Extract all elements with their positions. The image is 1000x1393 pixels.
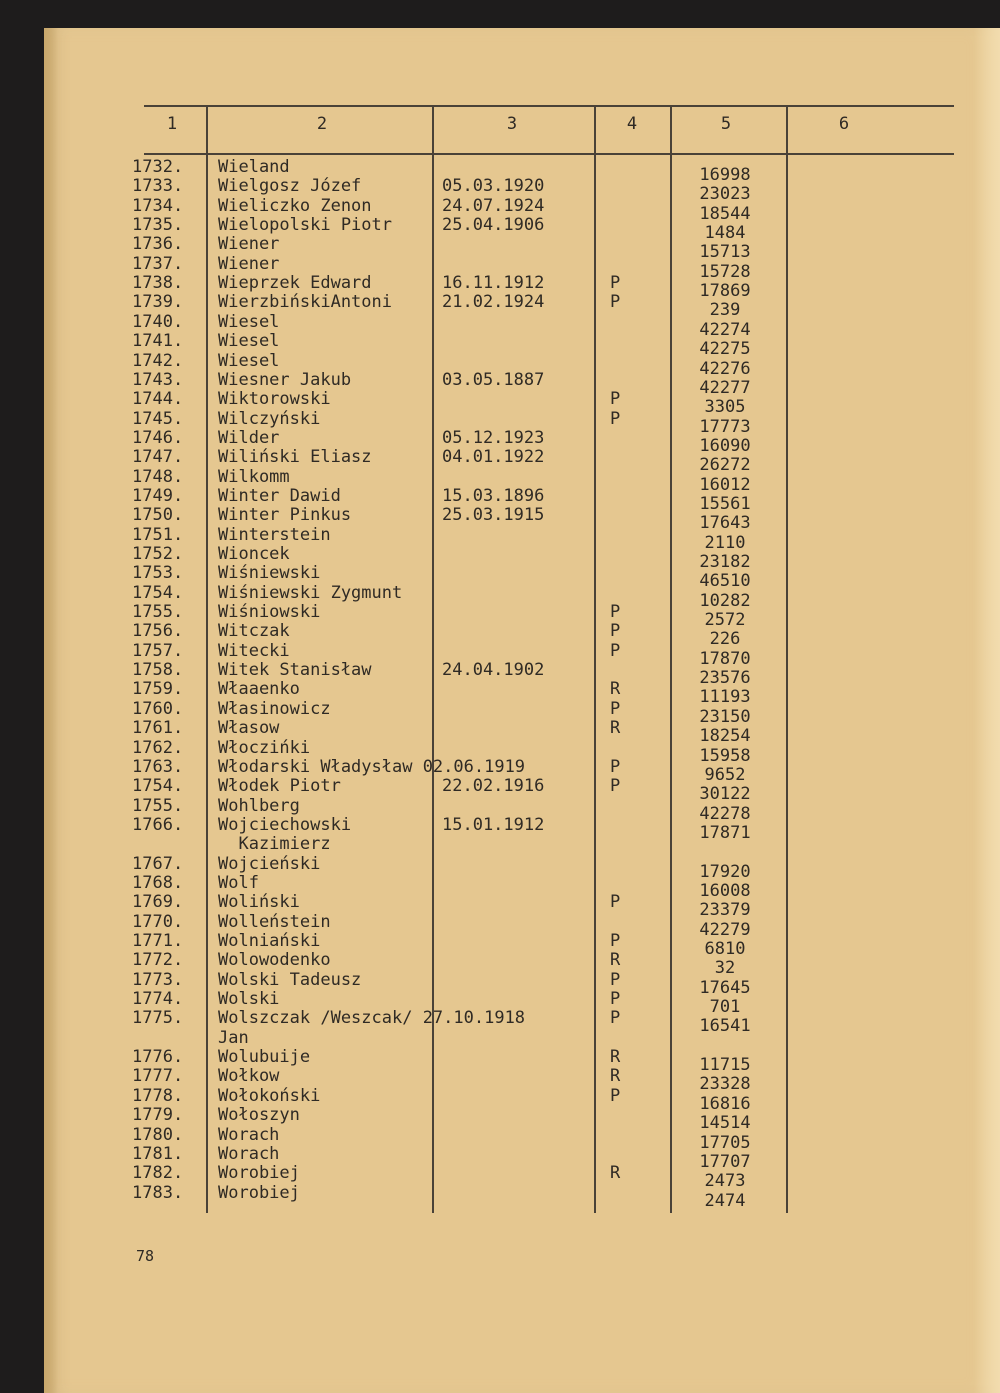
row-code: 2474 <box>704 1190 746 1211</box>
row-name: Włodarski Władysław 02.06.1919 <box>218 756 526 777</box>
row-name: Własow <box>218 718 280 739</box>
row-name: Wolski Tadeusz <box>218 969 362 990</box>
row-number: 1737. <box>132 253 184 274</box>
page-number: 78 <box>136 1247 155 1265</box>
row-name: Worach <box>218 1124 280 1145</box>
row-number: 1752. <box>132 544 184 564</box>
column-divider-4 <box>670 106 672 1213</box>
row-mark: P <box>610 892 621 913</box>
row-name: Wolski <box>218 989 280 1010</box>
page-edge <box>974 28 1000 1393</box>
row-name: Wohlberg <box>218 795 300 816</box>
row-number: 1759. <box>132 679 184 700</box>
row-number: 1743. <box>132 369 184 390</box>
row-code: 23023 <box>699 184 751 205</box>
row-name: Wolf <box>218 872 259 893</box>
row-name: Wieland <box>218 157 290 177</box>
row-number: 1773. <box>132 969 184 990</box>
row-date: 05.12.1923 <box>442 427 545 448</box>
row-code: 23379 <box>699 900 751 921</box>
row-code: 23576 <box>699 668 751 689</box>
row-mark: P <box>610 408 621 429</box>
column-header-1: 1 <box>166 114 178 134</box>
row-number: 1775. <box>132 1008 184 1029</box>
row-date: 03.05.1887 <box>442 369 545 390</box>
row-date: 24.04.1902 <box>442 660 545 681</box>
row-mark: P <box>610 273 621 294</box>
row-mark: P <box>610 756 621 777</box>
row-date: 04.01.1922 <box>442 447 545 468</box>
column-header-3: 3 <box>506 114 518 134</box>
row-number: 1749. <box>132 485 184 506</box>
row-mark: R <box>610 718 621 739</box>
row-name: Wieprzek Edward <box>218 273 372 294</box>
row-mark: P <box>610 621 621 642</box>
row-number: 1742. <box>132 350 184 371</box>
row-name: WierzbińskiAntoni <box>218 292 392 313</box>
row-code: 17705 <box>699 1132 751 1153</box>
row-name: Wioncek <box>218 544 290 564</box>
row-code: 17643 <box>699 513 751 534</box>
row-name: Worobiej <box>218 1182 300 1203</box>
row-name: Wiesel <box>218 331 280 352</box>
row-number: 1736. <box>132 234 184 255</box>
row-number: 1781. <box>132 1143 184 1164</box>
row-number: 1779. <box>132 1105 184 1126</box>
column-header-4: 4 <box>626 114 638 134</box>
row-code: 16012 <box>699 474 751 495</box>
row-mark: R <box>610 950 621 971</box>
row-name: Wiśniewski <box>218 563 321 584</box>
row-number: 1778. <box>132 1085 184 1106</box>
row-mark: R <box>610 1163 621 1184</box>
row-code: 9652 <box>704 764 746 785</box>
row-number: 1770. <box>132 911 184 932</box>
row-name: Worobiej <box>218 1163 300 1184</box>
row-code: 17920 <box>699 861 751 882</box>
row-name: Właaenko <box>218 679 300 700</box>
row-mark: P <box>610 292 621 313</box>
column-divider-2 <box>432 106 434 1213</box>
row-number: 1733. <box>132 176 184 197</box>
row-number: 1783. <box>132 1182 184 1203</box>
row-number: 1766. <box>132 814 184 835</box>
row-number: 1768. <box>132 872 184 893</box>
row-number: 1735. <box>132 215 184 236</box>
row-number: 1740. <box>132 311 184 332</box>
row-code: 42279 <box>699 919 751 940</box>
column-header-6: 6 <box>838 114 850 134</box>
row-number: 1762. <box>132 737 184 758</box>
row-name: Winter Dawid <box>218 485 341 506</box>
row-number: 1755. <box>132 602 184 623</box>
row-date: 25.03.1915 <box>442 505 545 526</box>
row-number: 1761. <box>132 718 184 739</box>
row-code: 23182 <box>699 552 751 572</box>
row-code: 17707 <box>699 1151 751 1172</box>
row-number: 1780. <box>132 1124 184 1145</box>
row-code: 16090 <box>699 435 751 456</box>
row-name: Witczak <box>218 621 290 642</box>
row-code: 14514 <box>699 1113 751 1134</box>
row-mark: P <box>610 640 621 661</box>
column-divider-5 <box>786 106 788 1213</box>
row-code: 1484 <box>704 223 746 244</box>
row-mark: P <box>610 1008 621 1029</box>
row-date: 22.02.1916 <box>442 776 545 797</box>
row-code: 3305 <box>704 397 746 418</box>
row-code: 6810 <box>704 939 746 959</box>
row-number: 1753. <box>132 563 184 584</box>
row-mark: R <box>610 1066 621 1087</box>
row-date: 15.01.1912 <box>442 814 545 835</box>
row-name: Wolowodenko <box>218 950 331 971</box>
row-number: 1756. <box>132 621 184 642</box>
row-number: 1750. <box>132 505 184 526</box>
row-name: Wiliński Eliasz <box>218 447 372 468</box>
row-name: Wiener <box>218 253 280 274</box>
row-mark: P <box>610 989 621 1010</box>
row-code: 32 <box>714 958 736 979</box>
row-code: 23328 <box>699 1074 751 1095</box>
row-code: 46510 <box>699 571 751 592</box>
row-number: 1734. <box>132 195 184 216</box>
row-number: 1776. <box>132 1047 184 1068</box>
row-number: 1758. <box>132 660 184 681</box>
row-name: Wilczyński <box>218 408 321 429</box>
row-code: 42276 <box>699 358 751 379</box>
row-name: Włodek Piotr <box>218 776 341 797</box>
row-mark: R <box>610 1047 621 1068</box>
row-name: Wieliczko Zenon <box>218 195 372 216</box>
row-number: 1777. <box>132 1066 184 1087</box>
row-code: 10282 <box>699 590 751 611</box>
row-number: 1774. <box>132 989 184 1010</box>
row-code: 42274 <box>699 319 751 340</box>
row-date: 24.07.1924 <box>442 195 545 216</box>
row-code: 42277 <box>699 377 751 398</box>
row-mark: P <box>610 698 621 719</box>
row-mark: P <box>610 931 621 951</box>
row-name: Własinowicz <box>218 698 331 719</box>
row-code: 42275 <box>699 339 751 360</box>
row-code: 15561 <box>699 493 751 514</box>
row-number: 1744. <box>132 389 184 410</box>
row-number: 1760. <box>132 698 184 719</box>
row-number: 1782. <box>132 1163 184 1184</box>
row-name: Wojciechowski <box>218 814 352 835</box>
row-name: Wilder <box>218 427 280 448</box>
row-number: 1769. <box>132 892 184 913</box>
row-number: 1745. <box>132 408 184 429</box>
row-number: 1751. <box>132 524 184 545</box>
row-name: Wolleństein <box>218 911 331 932</box>
row-name: Wiesel <box>218 350 280 371</box>
row-number: 1763. <box>132 756 184 777</box>
row-code: 16008 <box>699 880 751 901</box>
row-code: 226 <box>709 629 741 650</box>
row-date: 16.11.1912 <box>442 273 545 294</box>
row-number: 1738. <box>132 273 184 294</box>
table-top-rule <box>144 105 954 107</box>
row-name: Winter Pinkus <box>218 505 352 526</box>
row-name: Jan <box>218 1027 249 1048</box>
row-mark: P <box>610 389 621 410</box>
row-code: 26272 <box>699 455 751 476</box>
row-code: 16998 <box>699 165 751 185</box>
row-number: 1754. <box>132 776 184 797</box>
row-code: 17773 <box>699 416 751 437</box>
row-name: Worach <box>218 1143 280 1164</box>
row-code: 17870 <box>699 648 751 669</box>
row-name: Wolubuije <box>218 1047 311 1068</box>
row-date: 21.02.1924 <box>442 292 545 313</box>
row-mark: R <box>610 679 621 700</box>
row-number: 1757. <box>132 640 184 661</box>
column-divider-3 <box>594 106 596 1213</box>
row-name: Winterstein <box>218 524 331 545</box>
row-name: Wołokoński <box>218 1085 321 1106</box>
row-name: Woliński <box>218 892 300 913</box>
row-name: Wiśniowski <box>218 602 321 623</box>
row-mark: P <box>610 969 621 990</box>
column-header-5: 5 <box>720 114 732 134</box>
row-code: 15713 <box>699 242 751 263</box>
row-code: 11715 <box>699 1055 751 1076</box>
row-name: Wołoszyn <box>218 1105 300 1126</box>
row-code: 11193 <box>699 687 751 708</box>
row-name: Wilkomm <box>218 466 290 487</box>
row-code: 18544 <box>699 203 751 224</box>
row-mark: P <box>610 602 621 623</box>
row-name: Wolniański <box>218 931 321 951</box>
row-name: Wojcieński <box>218 853 321 874</box>
row-name: Wiesel <box>218 311 280 332</box>
row-code: 17869 <box>699 281 751 302</box>
row-code: 15728 <box>699 261 751 282</box>
row-date: 15.03.1896 <box>442 485 545 506</box>
row-number: 1771. <box>132 931 184 951</box>
row-name: Wołkow <box>218 1066 280 1087</box>
row-number: 1741. <box>132 331 184 352</box>
row-code: 2572 <box>704 610 746 631</box>
row-code: 16816 <box>699 1093 751 1114</box>
row-name: Witecki <box>218 640 290 661</box>
row-number: 1732. <box>132 157 184 177</box>
row-code: 2110 <box>704 532 746 553</box>
row-name: Wiktorowski <box>218 389 331 410</box>
row-name: Wiesner Jakub <box>218 369 352 390</box>
row-number: 1772. <box>132 950 184 971</box>
row-code: 15958 <box>699 745 751 766</box>
row-code: 23150 <box>699 706 751 727</box>
row-code: 239 <box>709 300 741 321</box>
row-name: Kazimierz <box>218 834 331 855</box>
row-code: 30122 <box>699 784 751 805</box>
row-number: 1755. <box>132 795 184 816</box>
row-name: Wolszczak /Weszcak/ 27.10.1918 <box>218 1008 526 1029</box>
row-code: 17645 <box>699 977 751 998</box>
column-header-2: 2 <box>316 114 328 134</box>
row-number: 1767. <box>132 853 184 874</box>
row-code: 18254 <box>699 726 751 747</box>
row-name: Wielopolski Piotr <box>218 215 392 236</box>
row-date: 05.03.1920 <box>442 176 545 197</box>
row-code: 16541 <box>699 1016 751 1037</box>
row-number: 1739. <box>132 292 184 313</box>
row-number: 1748. <box>132 466 184 487</box>
row-number: 1754. <box>132 582 184 603</box>
row-name: Włoczińki <box>218 737 311 758</box>
row-number: 1747. <box>132 447 184 468</box>
row-mark: P <box>610 776 621 797</box>
row-date: 25.04.1906 <box>442 215 545 236</box>
row-name: Wiener <box>218 234 280 255</box>
row-number: 1746. <box>132 427 184 448</box>
row-mark: P <box>610 1085 621 1106</box>
column-divider-1 <box>206 106 208 1213</box>
row-code: 701 <box>709 997 741 1018</box>
document-page <box>44 28 1000 1393</box>
row-name: Wielgosz Józef <box>218 176 362 197</box>
row-code: 17871 <box>699 822 751 843</box>
table-header-rule <box>144 153 954 155</box>
row-code: 42278 <box>699 803 751 824</box>
row-code: 2473 <box>704 1171 746 1192</box>
row-name: Wiśniewski Zygmunt <box>218 582 403 603</box>
row-name: Witek Stanisław <box>218 660 372 681</box>
